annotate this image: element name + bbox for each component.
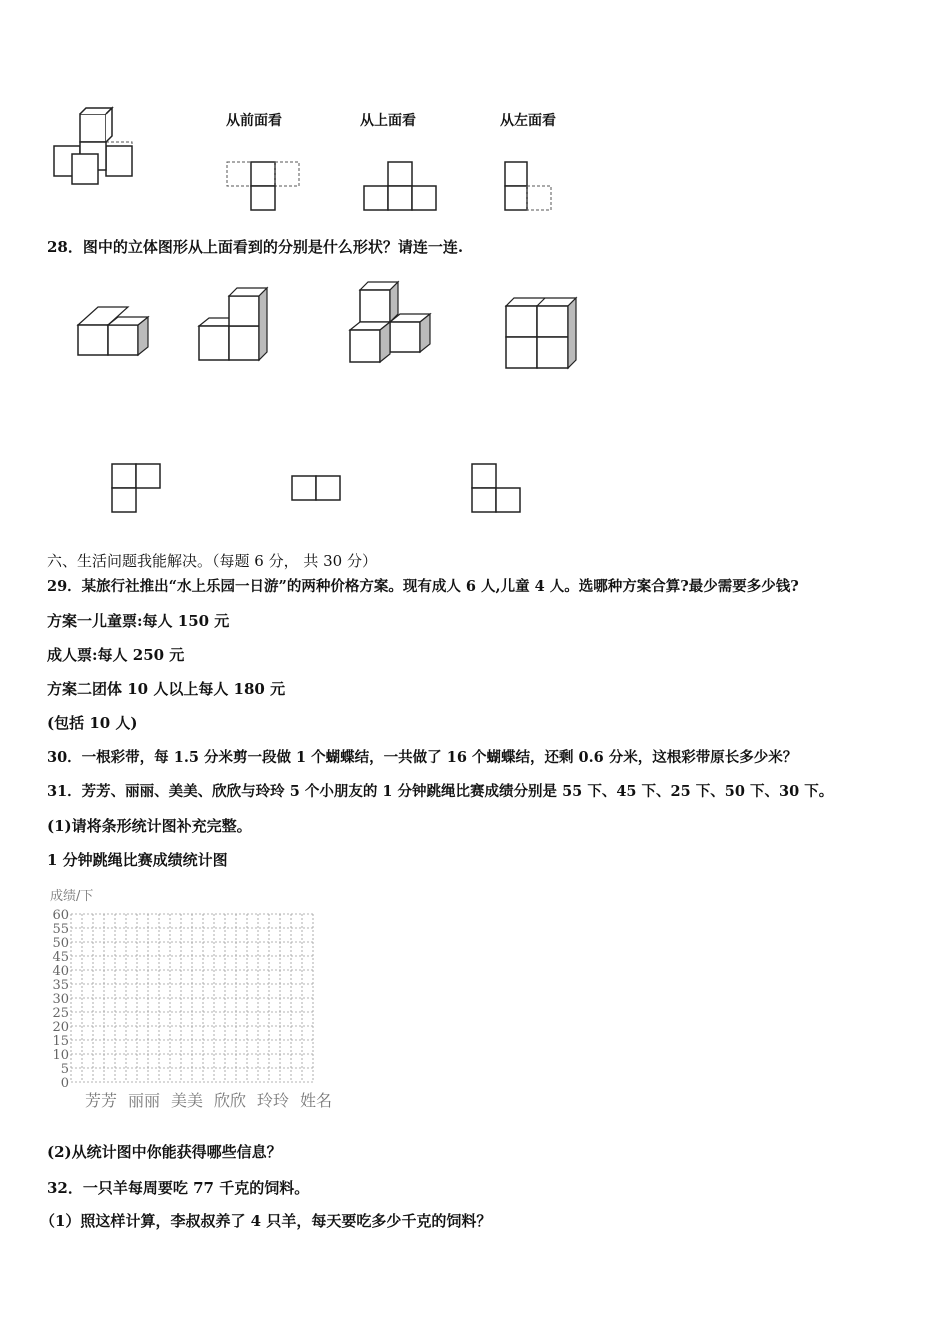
chart-x-category: 欣欣: [214, 1091, 247, 1110]
chart-x-category: 玲玲: [257, 1091, 290, 1110]
q29-plan1-adult: 成人票:每人 250 元: [47, 646, 185, 664]
top-view-diagram: [362, 160, 442, 215]
chart-y-tick: 40: [52, 964, 69, 979]
chart-x-category: 芳芳: [85, 1091, 118, 1110]
chart-caption: 1 分钟跳绳比赛成绩统计图: [47, 851, 228, 869]
chart-y-tick: 35: [52, 978, 69, 993]
q28-top-view-shape-c: [471, 463, 525, 515]
q29-text: 29．某旅行社推出“水上乐园一日游”的两种价格方案。现有成人 6 人,儿童 4 人。选哪种方案合算?最少需要多少钱?: [47, 578, 799, 595]
chart-x-category: 丽丽: [128, 1091, 161, 1110]
q31-part2: (2)从统计图中你能获得哪些信息？: [47, 1143, 282, 1161]
chart-y-tick: 0: [60, 1076, 69, 1091]
chart-y-tick: 45: [52, 950, 69, 965]
chart-y-tick: 30: [52, 992, 69, 1007]
q32-part1: （1）照这样计算，李叔叔养了 4 只羊，每天要吃多少千克的饲料？: [40, 1212, 492, 1230]
q31-part1: (1)请将条形统计图补充完整。: [47, 817, 252, 835]
chart-y-tick: 5: [60, 1062, 69, 1077]
jump-rope-bar-chart: [45, 882, 345, 1114]
chart-y-tick: 25: [52, 1006, 69, 1021]
q28-text: 28．图中的立体图形从上面看到的分别是什么形状？请连一连.: [47, 238, 464, 256]
chart-y-tick: 20: [52, 1020, 69, 1035]
q30-text: 30．一根彩带，每 1.5 分米剪一段做 1 个蝴蝶结，一共做了 16 个蝴蝶结，还剩 0.6 分米，这根彩带原长多少米？: [47, 749, 798, 766]
chart-y-tick: 15: [52, 1034, 69, 1049]
front-view-diagram: [225, 160, 305, 215]
q29-plan2-note: (包括 10 人): [47, 714, 138, 732]
chart-y-tick: 50: [52, 936, 69, 951]
chart-x-axis-label: 姓名: [300, 1091, 333, 1110]
chart-y-tick: 60: [52, 908, 69, 923]
q28-top-view-shape-a: [111, 463, 165, 515]
q29-plan2: 方案二团体 10 人以上每人 180 元: [47, 680, 286, 698]
left-view-diagram: [503, 160, 563, 215]
view-label-top: 从上面看: [360, 113, 416, 129]
section-6-title: 六、生活问题我能解决。（每题 6 分， 共 30 分）: [47, 552, 377, 570]
q32-text: 32．一只羊每周要吃 77 千克的饲料。: [47, 1179, 310, 1197]
q28-solid-4: [504, 296, 584, 372]
q28-top-view-shape-b: [291, 475, 345, 503]
q28-solid-2: [197, 288, 277, 368]
chart-y-tick: 55: [52, 922, 69, 937]
view-label-left: 从左面看: [500, 113, 556, 129]
q27-solid-figure: [50, 108, 150, 188]
chart-x-category: 美美: [171, 1091, 204, 1110]
q28-solid-1: [76, 305, 156, 365]
view-label-front: 从前面看: [226, 113, 282, 129]
chart-y-axis-label: 成绩/下: [50, 889, 94, 904]
q28-solid-3: [348, 282, 438, 366]
chart-y-tick: 10: [52, 1048, 69, 1063]
q29-plan1-child: 方案一儿童票:每人 150 元: [47, 612, 230, 630]
q31-text: 31．芳芳、丽丽、美美、欣欣与玲玲 5 个小朋友的 1 分钟跳绳比赛成绩分别是 55 下、45 下、25 下、50 下、30 下。: [47, 783, 834, 800]
